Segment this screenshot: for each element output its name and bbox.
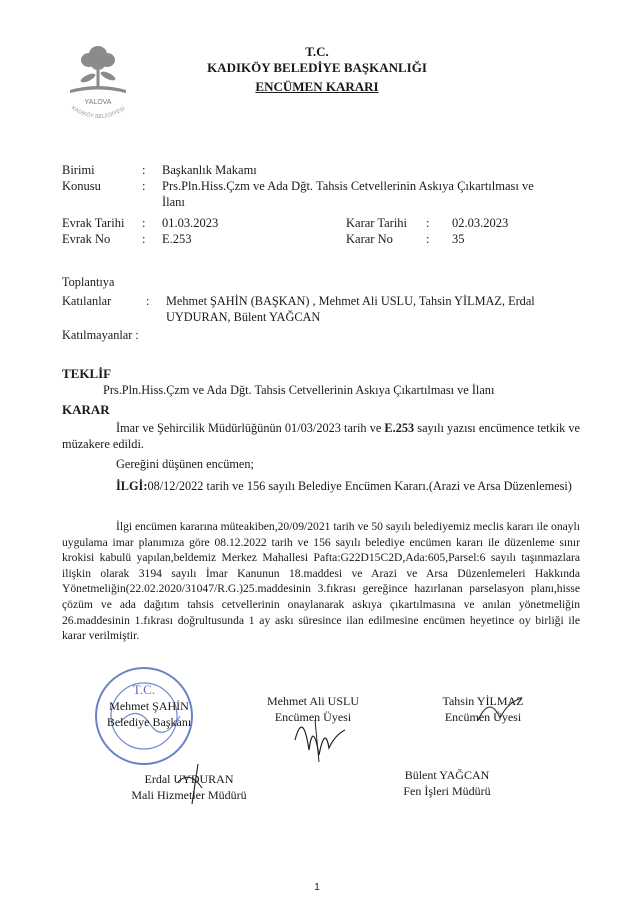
svg-text:KADIKÖY BELEDİYESİ: KADIKÖY BELEDİYESİ [70, 105, 127, 121]
s2-title: Encümen Üyesi [274, 710, 352, 724]
doc-type-title: ENCÜMEN KARARI [255, 79, 379, 94]
konusu-label: Konusu [62, 179, 101, 193]
s5-name: Bülent YAĞCAN [404, 768, 490, 782]
ilgi-label: İLGİ: [116, 479, 148, 493]
konusu-value: Prs.Pln.Hiss.Çzm ve Ada Dğt. Tahsis Cetvellerinin Askıya Çıkartılması ve İlanı [162, 179, 534, 209]
karar-paragraph-1 [62, 420, 580, 452]
s1-name: Mehmet ŞAHİN [109, 699, 189, 713]
handwritten-signature-yilmaz [470, 690, 530, 730]
birimi-label: Birimi [62, 163, 95, 177]
header-doc-type [0, 78, 634, 96]
colon: : [142, 179, 146, 193]
s3-title: Encümen Üyesi [444, 710, 522, 724]
katilanlar-colon: : [146, 294, 150, 308]
teklif-heading: TEKLİF [62, 366, 112, 381]
evrak-tarihi-value: 01.03.2023 [162, 216, 219, 230]
signature-block-1 [84, 698, 214, 730]
s4-name: Erdal UYDURAN [144, 772, 234, 786]
s1-title: Belediye Başkanı [106, 715, 192, 729]
katilanlar-label: Katılanlar [62, 294, 112, 308]
toplanti-label: Toplantıya [62, 275, 115, 289]
colon: : [142, 216, 146, 230]
evrak-no-value: E.253 [162, 232, 192, 246]
colon: : [142, 232, 146, 246]
s3-name: Tahsin YİLMAZ [442, 694, 524, 708]
karar-no-label: Karar No [346, 232, 393, 246]
colon: : [142, 163, 146, 177]
evrak-table [62, 215, 508, 247]
svg-text:T.C.: T.C. [132, 682, 156, 697]
s4-title: Mali Hizmetler Müdürü [131, 788, 247, 802]
s5-title: Fen İşleri Müdürü [403, 784, 491, 798]
karar-paragraph-2: Gereğini düşünen encümen; [116, 457, 254, 471]
s2-name: Mehmet Ali USLU [267, 694, 359, 708]
header-tc: T.C. [305, 44, 329, 59]
evrak-tarihi-label: Evrak Tarihi [62, 216, 125, 230]
p1-part-a: İmar ve Şehircilik Müdürlüğünün 01/03/2023 tarih ve [116, 421, 385, 435]
ilgi-paragraph [62, 478, 580, 494]
colon: : [426, 216, 430, 230]
teklif-text: Prs.Pln.Hiss.Çzm ve Ada Dğt. Tahsis Cetvellerinin Askıya Çıkartılması ve İlanı [103, 383, 495, 397]
karar-tarihi-value: 02.03.2023 [452, 216, 509, 230]
birimi-value: Başkanlık Makamı [162, 163, 257, 177]
handwritten-signature-uslu [285, 700, 355, 770]
p1-part-c: sayılı yazısı encümence tetkik ve müzakere edildi. [62, 421, 580, 451]
signature-block-4 [114, 771, 264, 803]
colon: : [426, 232, 430, 246]
karar-no-value: 35 [452, 232, 465, 246]
p1-evrak-no: E.253 [384, 421, 415, 435]
page-number: 1 [314, 882, 320, 893]
karar-tarihi-label: Karar Tarihi [346, 216, 408, 230]
signature-block-5 [372, 767, 522, 799]
karar-heading: KARAR [62, 402, 110, 417]
karar-paragraph-main: İlgi encümen kararına müteakiben,20/09/2021 tarih ve 50 sayılı belediyemiz meclis kararı ile onaylı uygulama imar planımıza göre 08.12.2022 tarih ve 156 sayılı belediye encümen kararı ile düzenleme sınır krokisi kabulü yapılan,beldemiz Merkez Mahallesi Pafta:G22D15C2D,Ada:605,Parsel:6 sayılı taşınmazlara ilişkin olarak 3194 sayılı İmar Kanunun 18.maddesi ve Arazi ve Arsa Düzenlemeleri Hakkında Yönetmeliğin(22.02.2020/31047/R.G.)25.maddesinin 3.fıkrası gereğince hazırlanan parselasyon planı,hisse çözüm ve ada dağıtım tahsis cetvellerinin onaylanarak askıya çıkartılmasına ve anılan yönetmeliğin 26.maddesinin 1.fıkrası doğrultusunda 1 ay askı süresince ilan edilmesine encümen heyetince oy birliği ile karar verilmiştir. [62, 520, 580, 643]
katilmayanlar-label: Katılmayanlar : [62, 328, 139, 342]
header-org: KADIKÖY BELEDİYE BAŞKANLIĞI [207, 60, 427, 75]
evrak-no-label: Evrak No [62, 232, 111, 246]
svg-text:YALOVA: YALOVA [84, 99, 112, 106]
meta-table [62, 162, 552, 210]
katilanlar-value: Mehmet ŞAHİN (BAŞKAN) , Mehmet Ali USLU, Tahsin YİLMAZ, Erdal UYDURAN, Bülent YAĞCAN [166, 294, 535, 324]
ilgi-text: 08/12/2022 tarih ve 156 sayılı Belediye Encümen Kararı.(Arazi ve Arsa Düzenlemesi) [147, 479, 572, 493]
